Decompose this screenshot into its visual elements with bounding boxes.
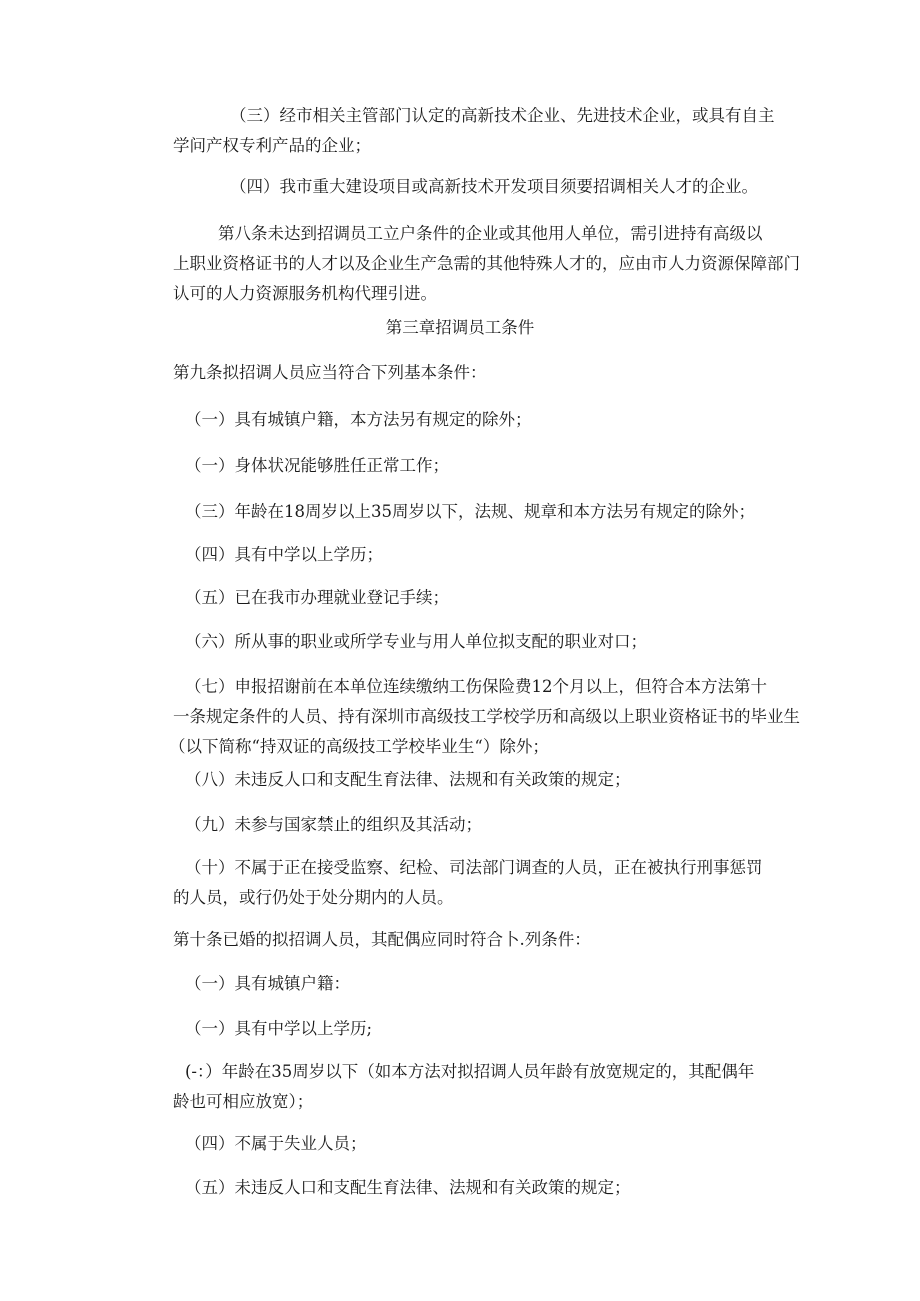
text-line: 上职业资格证书的人才以及企业生产急需的其他特殊人才的，应由市人力资源保障部门: [173, 254, 800, 273]
text-line: （七）申报招谢前在本单位连续缴纳工伤保险费12个月以上，但符合本方法第十: [185, 677, 767, 696]
text-line: （一）具有城镇户籍：: [185, 974, 350, 993]
text-line: （一）具有中学以上学历;: [185, 1019, 373, 1038]
text-line: 第十条已婚的拟招调人员，其配偶应同时符合卜.列条件：: [173, 930, 591, 949]
text-line: （八）未违反人口和支配生育法律、法规和有关政策的规定；: [185, 770, 631, 789]
article-10-item-1: [173, 969, 793, 999]
text-line: （三）经市相关主管部门认定的高新技术企业、先进技术企业，或具有自主: [230, 106, 775, 125]
text-line: 龄也可相应放宽）；: [173, 1092, 314, 1111]
text-line: （五）已在我市办理就业登记手续；: [185, 588, 449, 607]
article-10-item-5: [173, 1173, 793, 1203]
article-9-item-2: [173, 451, 793, 481]
article-9-item-8: [173, 765, 793, 795]
text-line: 第九条拟招调人员应当符合下列基本条件：: [173, 363, 487, 382]
article-9-item-4: [173, 540, 793, 570]
text-line: 认可的人力资源服务机构代理引进。: [173, 284, 437, 303]
chapter-heading: [0, 313, 920, 343]
text-line: 第三章招调员工条件: [385, 318, 535, 337]
paragraph-item-4: [173, 172, 793, 202]
article-10-item-3: [173, 1057, 793, 1117]
text-line: （十）不属于正在接受监察、纪检、司法部门调查的人员，正在被执行刑事惩罚: [185, 858, 763, 877]
article-8: [173, 219, 800, 309]
article-10-item-4: [173, 1129, 793, 1159]
text-line: 学问产权专利产品的企业；: [173, 136, 371, 155]
text-line: （以下简称“持双证的高级技工学校毕业生“）除外；: [169, 737, 549, 756]
article-9-item-3: [173, 497, 793, 527]
article-9-item-5: [173, 583, 793, 613]
text-line: 一条规定条件的人员、持有深圳市高级技工学校学历和高级以上职业资格证书的毕业生: [173, 707, 800, 726]
article-10: [173, 925, 793, 955]
text-line: （一）具有城镇户籍，本方法另有规定的除外；: [185, 410, 532, 429]
text-line: （五）未违反人口和支配生育法律、法规和有关政策的规定；: [185, 1178, 631, 1197]
text-line: （四）具有中学以上学历；: [185, 545, 383, 564]
article-9-item-7: [169, 672, 800, 762]
text-line: （四）我市重大建设项目或高新技术开发项目须要招调相关人才的企业。: [230, 177, 758, 196]
text-line: （六）所从事的职业或所学专业与用人单位拟支配的职业对口；: [185, 632, 647, 651]
text-line: （一）身体状况能够胜任正常工作；: [185, 456, 449, 475]
text-line: （三）年龄在18周岁以上35周岁以下，法规、规章和本方法另有规定的除外；: [185, 502, 755, 521]
article-9-item-9: [173, 810, 793, 840]
article-9-item-10: [173, 853, 793, 913]
text-line: (-：）年龄在35周岁以下（如本方法对拟招调人员年龄有放宽规定的，其配偶年: [185, 1062, 755, 1081]
article-10-item-2: [173, 1014, 793, 1044]
text-line: 的人员，或行仍处于处分期内的人员。: [173, 888, 454, 907]
text-line: （四）不属于失业人员；: [185, 1134, 367, 1153]
text-line: 第八条未达到招调员工立户条件的企业或其他用人单位，需引进持有高级以: [218, 224, 763, 243]
article-9: [173, 358, 793, 388]
article-9-item-1: [173, 405, 793, 435]
article-9-item-6: [173, 627, 793, 657]
text-line: （九）未参与国家禁止的组织及其活动；: [185, 815, 482, 834]
paragraph-item-3: [173, 101, 793, 161]
